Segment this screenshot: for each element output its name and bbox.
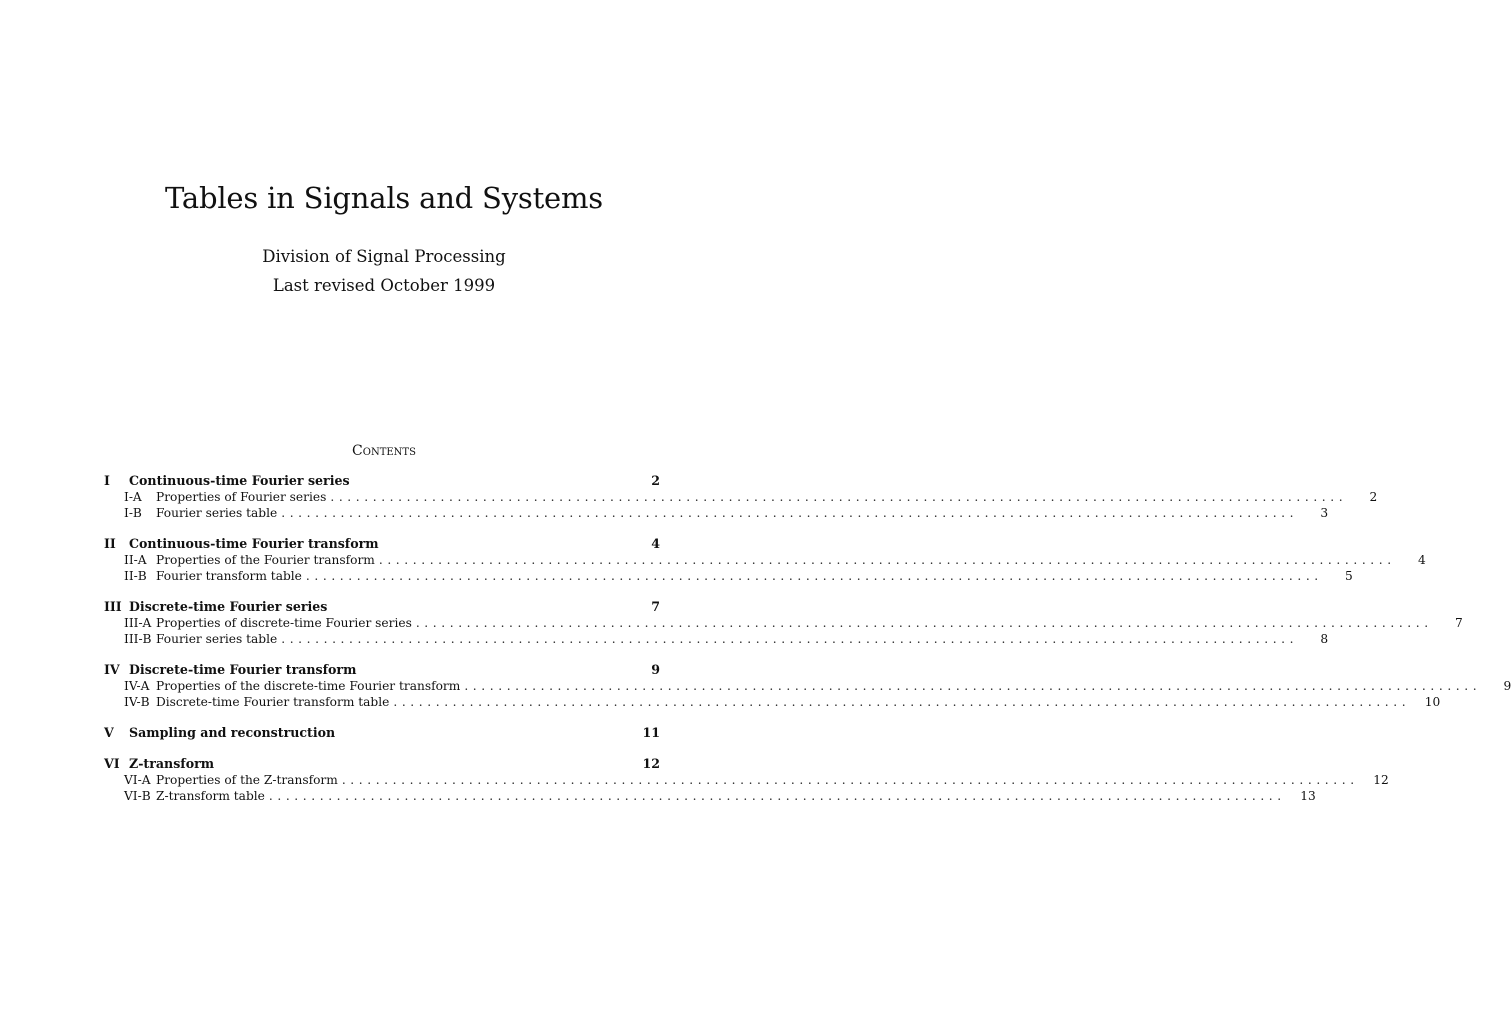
toc-subsection-entry[interactable] <box>104 694 1441 710</box>
table-of-contents <box>104 472 1511 818</box>
subsection-title: Properties of the discrete-time Fourier transform <box>156 679 461 693</box>
subsection-page: 7 <box>1454 616 1463 630</box>
section-number: VI <box>104 756 120 771</box>
dot-leader: ........................................................................................................................ <box>341 773 1359 787</box>
section-title: Continuous-time Fourier transform <box>129 536 379 551</box>
toc-section-entry[interactable] <box>104 661 660 678</box>
section-page: 12 <box>642 756 660 771</box>
toc-section-entry[interactable] <box>104 755 660 772</box>
toc-section-entry[interactable] <box>104 598 660 615</box>
subsection-number: I-A <box>124 490 142 504</box>
toc-subsection-entry[interactable] <box>104 788 1316 804</box>
section-page: 2 <box>651 473 660 488</box>
toc-subsection-entry[interactable] <box>104 631 1329 647</box>
subsection-page: 4 <box>1417 553 1426 567</box>
subsection-page: 3 <box>1320 506 1329 520</box>
subsection-title: Fourier transform table <box>156 569 302 583</box>
subsection-title: Properties of the Fourier transform <box>156 553 375 567</box>
subsection-title: Properties of the Z-transform <box>156 773 338 787</box>
subsection-title: Properties of discrete-time Fourier series <box>156 616 412 630</box>
document-title: Tables in Signals and Systems <box>165 181 603 215</box>
subsection-number: II-B <box>124 569 147 583</box>
toc-section-entry[interactable] <box>104 535 660 552</box>
toc-section <box>104 598 1463 647</box>
toc-subsection-entry[interactable] <box>104 678 1511 694</box>
subsection-page: 2 <box>1369 490 1378 504</box>
subsection-page: 10 <box>1424 695 1441 709</box>
subsection-page: 9 <box>1503 679 1511 693</box>
subsection-number: III-A <box>124 616 152 630</box>
section-page: 11 <box>642 725 660 740</box>
subsection-title: Fourier series table <box>156 632 278 646</box>
dot-leader: ........................................................................................................................ <box>393 695 1411 709</box>
revision-date: Last revised October 1999 <box>272 276 496 295</box>
section-title: Discrete-time Fourier transform <box>129 662 357 677</box>
dot-leader: ........................................................................................................................ <box>415 616 1433 630</box>
subsection-title: Fourier series table <box>156 506 278 520</box>
toc-subsection-entry[interactable] <box>104 505 1329 521</box>
section-number: III <box>104 599 122 614</box>
section-number: I <box>104 473 110 488</box>
section-page: 7 <box>651 599 660 614</box>
subsection-number: II-A <box>124 553 147 567</box>
toc-section <box>104 535 1426 584</box>
division-name: Division of Signal Processing <box>262 247 506 266</box>
dot-leader: ........................................................................................................................ <box>464 679 1482 693</box>
section-title: Continuous-time Fourier series <box>129 473 350 488</box>
section-number: IV <box>104 662 120 677</box>
section-number: V <box>104 725 114 740</box>
toc-subsection-entry[interactable] <box>104 615 1463 631</box>
toc-subsection-entry[interactable] <box>104 772 1389 788</box>
subsection-page: 5 <box>1345 569 1353 583</box>
toc-section <box>104 755 1389 804</box>
section-title: Z-transform <box>129 756 215 771</box>
subsection-number: IV-B <box>124 695 150 709</box>
section-page: 9 <box>651 662 660 677</box>
toc-section <box>104 724 660 741</box>
subsection-page: 13 <box>1300 789 1316 803</box>
toc-section-entry[interactable] <box>104 724 660 741</box>
section-title: Sampling and reconstruction <box>129 725 336 740</box>
subsection-number: IV-A <box>124 679 150 693</box>
subsection-title: Properties of Fourier series <box>156 490 327 504</box>
subsection-number: VI-B <box>124 789 151 803</box>
toc-section <box>104 472 1378 521</box>
dot-leader: ........................................................................................................................ <box>330 490 1348 504</box>
subsection-page: 8 <box>1320 632 1329 646</box>
toc-section-entry[interactable] <box>104 472 660 489</box>
toc-section <box>104 661 1511 710</box>
section-title: Discrete-time Fourier series <box>129 599 328 614</box>
toc-subsection-entry[interactable] <box>104 489 1378 505</box>
section-number: II <box>104 536 116 551</box>
dot-leader: ........................................................................................................................ <box>281 632 1299 646</box>
section-page: 4 <box>651 536 660 551</box>
dot-leader: ........................................................................................................................ <box>305 569 1323 583</box>
subsection-title: Discrete-time Fourier transform table <box>156 695 390 709</box>
subsection-title: Z-transform table <box>156 789 265 803</box>
contents-heading: Contents <box>352 443 416 459</box>
dot-leader: ........................................................................................................................ <box>378 553 1396 567</box>
subsection-number: I-B <box>124 506 142 520</box>
dot-leader: ........................................................................................................................ <box>268 789 1286 803</box>
dot-leader: ........................................................................................................................ <box>281 506 1299 520</box>
toc-subsection-entry[interactable] <box>104 552 1426 568</box>
subsection-number: VI-A <box>124 773 151 787</box>
subsection-page: 12 <box>1373 773 1389 787</box>
subsection-number: III-B <box>124 632 152 646</box>
toc-subsection-entry[interactable] <box>104 568 1353 584</box>
